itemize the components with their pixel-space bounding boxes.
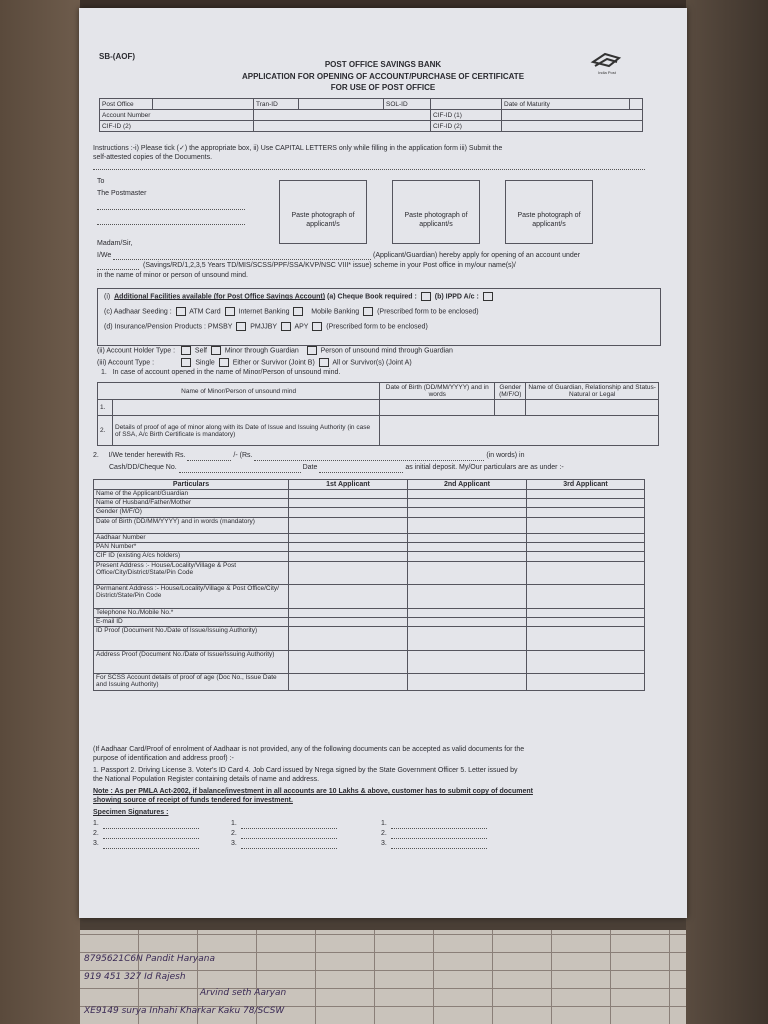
- applicant-3-field[interactable]: [527, 517, 645, 533]
- signature-number: 3.: [381, 840, 387, 847]
- single-label: Single: [195, 359, 215, 367]
- applicant-3-field[interactable]: [527, 585, 645, 609]
- aadhaar-note-2: purpose of identification and address proof) :-: [93, 755, 234, 762]
- photo-box-2[interactable]: Paste photograph of applicant/s: [392, 180, 480, 244]
- tender-in-words: (in words) in: [486, 452, 525, 459]
- office-use-table: [99, 98, 643, 132]
- aadhaar-seeding-label: (c) Aadhaar Seeding :: [104, 308, 172, 316]
- particulars-label: Present Address :- House/Locality/Village & Post Office/City/District/State/Pin Code: [94, 561, 289, 585]
- account-type-label: (iii) Account Type :: [97, 359, 155, 367]
- applicant-2-field[interactable]: [408, 552, 527, 561]
- applicant-3-field[interactable]: [527, 499, 645, 508]
- aadhaar-seeding-checkbox[interactable]: [176, 307, 186, 316]
- initial-deposit-text: as initial deposit. My/Our particulars are as under :-: [405, 464, 564, 471]
- particulars-label: Aadhaar Number: [94, 533, 289, 542]
- cif-id-2-left-field[interactable]: [254, 121, 431, 132]
- pmjjby-label: PMJJBY: [250, 323, 277, 331]
- cheque-no-label: Cash/DD/Cheque No.: [109, 464, 177, 471]
- applicant-1-header: 1st Applicant: [289, 480, 408, 490]
- applicant-3-field[interactable]: [527, 561, 645, 585]
- applicant-1-field[interactable]: [289, 499, 408, 508]
- cif-id-1-field[interactable]: [502, 110, 643, 121]
- applicant-3-header: 3rd Applicant: [527, 480, 645, 490]
- mobile-banking-checkbox[interactable]: [363, 307, 373, 316]
- tran-id-field[interactable]: [299, 99, 384, 110]
- minor-label: Minor through Guardian: [224, 347, 299, 355]
- particulars-label: Gender (M/F/O): [94, 508, 289, 517]
- signature-field[interactable]: [391, 847, 487, 849]
- amount-figures-field[interactable]: [187, 452, 231, 461]
- applicant-name-field[interactable]: [113, 258, 371, 260]
- applicant-1-field[interactable]: [289, 561, 408, 585]
- ledger-row: XE9149 surya Inhahi Kharkar Kaku 78/SCSW: [84, 1006, 285, 1016]
- age-proof-field[interactable]: [380, 416, 659, 446]
- particulars-table: [93, 479, 645, 691]
- ledger-paper-below: [80, 930, 686, 1024]
- signature-field[interactable]: [241, 847, 337, 849]
- background-right: [686, 0, 768, 1024]
- signature-number: 2.: [381, 830, 387, 837]
- account-holder-type-label: (ii) Account Holder Type :: [97, 347, 176, 355]
- applicant-2-field[interactable]: [408, 617, 527, 626]
- particulars-label: Permanent Address :- House/Locality/Village & Post Office/City/ District/State/Pin Code: [94, 585, 289, 609]
- guardian-field[interactable]: [526, 400, 659, 416]
- date-field[interactable]: [319, 464, 403, 473]
- particulars-label: ID Proof (Document No./Date of Issue/Issuing Authority): [94, 627, 289, 651]
- particulars-body: [94, 490, 645, 691]
- applicant-1-field[interactable]: [289, 533, 408, 542]
- self-label: Self: [194, 347, 207, 355]
- signature-number: 1.: [381, 820, 387, 827]
- to-label: To: [97, 178, 105, 185]
- all-survivor-checkbox[interactable]: [319, 358, 329, 367]
- applicant-1-field[interactable]: [289, 608, 408, 617]
- applicant-2-field[interactable]: [408, 650, 527, 674]
- particulars-row: [94, 499, 645, 508]
- signature-number: 1.: [231, 820, 237, 827]
- signature-number: 2.: [93, 830, 99, 837]
- minor-gender-field[interactable]: [495, 400, 526, 416]
- particulars-row: [94, 617, 645, 626]
- tender-number: 2.: [93, 452, 99, 459]
- minor-note-number: 1.: [101, 369, 107, 376]
- signature-field[interactable]: [391, 837, 487, 839]
- applicant-3-field[interactable]: [527, 508, 645, 517]
- instructions-line-1: Instructions :-i) Please tick (✓) the appropriate box, ii) Use CAPITAL LETTERS only while filling in the application form iii) Submit the: [93, 145, 503, 152]
- ledger-row: 919 451 327 Id Rajesh: [84, 972, 186, 982]
- signature-field[interactable]: [391, 827, 487, 829]
- cheque-no-field[interactable]: [179, 464, 301, 473]
- body-line-2: (Savings/RD/1,2,3,5 Years TD/MIS/SCSS/PPF/SSA/KVP/NSC VIII* issue) scheme in your Post office in my/our name(s)/: [143, 262, 516, 269]
- cif-id-2-right-label: CIF-ID (2): [431, 121, 502, 132]
- self-checkbox[interactable]: [181, 346, 191, 355]
- ledger-row: 8795621C6N Pandit Haryana: [84, 954, 215, 964]
- particulars-row: [94, 585, 645, 609]
- pmla-note-1: Note : As per PMLA Act-2002, if balance/investment in all accounts are 10 Lakhs & above, customer has to submit copy of document: [93, 788, 533, 795]
- salutation: Madam/Sir,: [97, 240, 133, 247]
- cheque-book-checkbox[interactable]: [421, 292, 431, 301]
- applicant-1-field[interactable]: [289, 617, 408, 626]
- post-office-field[interactable]: [153, 99, 254, 110]
- minor-checkbox[interactable]: [211, 346, 221, 355]
- signature-field[interactable]: [241, 837, 337, 839]
- applicant-2-field[interactable]: [408, 533, 527, 542]
- particulars-label: Telephone No./Mobile No.*: [94, 608, 289, 617]
- form-code: SB-(AOF): [99, 52, 135, 61]
- form-title-office-use: FOR USE OF POST OFFICE: [330, 83, 436, 92]
- form-title-bank: POST OFFICE SAVINGS BANK: [324, 60, 442, 69]
- prescribed-form-note: (Prescribed form to be enclosed): [377, 308, 479, 316]
- tran-id-label: Tran-ID: [254, 99, 299, 110]
- divider: [93, 168, 645, 170]
- particulars-row: [94, 508, 645, 517]
- signature-field[interactable]: [103, 837, 199, 839]
- atm-card-checkbox[interactable]: [225, 307, 235, 316]
- particulars-row: [94, 561, 645, 585]
- particulars-header: Particulars: [94, 480, 289, 490]
- apy-checkbox[interactable]: [312, 322, 322, 331]
- india-post-logo-icon: [589, 48, 623, 76]
- postmaster-label: The Postmaster: [97, 190, 147, 197]
- applicant-1-field[interactable]: [289, 490, 408, 499]
- particulars-row: [94, 533, 645, 542]
- applicant-1-field[interactable]: [289, 585, 408, 609]
- account-number-field[interactable]: [254, 110, 431, 121]
- minor-dob-header: Date of Birth (DD/MM/YYYY) and in words: [380, 383, 495, 400]
- signature-number: 3.: [231, 840, 237, 847]
- applicant-3-field[interactable]: [527, 552, 645, 561]
- applicant-2-field[interactable]: [408, 608, 527, 617]
- applicant-3-field[interactable]: [527, 490, 645, 499]
- pmla-note-2: showing source of receipt of funds tendered for investment.: [93, 797, 293, 804]
- minor-name-field[interactable]: [113, 400, 380, 416]
- either-survivor-label: Either or Survivor (Joint B): [232, 359, 315, 367]
- form-title-application: APPLICATION FOR OPENING OF ACCOUNT/PURCHASE OF CERTIFICATE: [241, 72, 525, 81]
- facilities-number: (i): [104, 293, 111, 301]
- cif-id-2-right-field[interactable]: [502, 121, 643, 132]
- pmsby-label: PMSBY: [207, 323, 233, 331]
- applicant-2-field[interactable]: [408, 627, 527, 651]
- account-number-label: Account Number: [100, 110, 254, 121]
- applicant-2-field[interactable]: [408, 499, 527, 508]
- photo-box-1[interactable]: Paste photograph of applicant/s: [279, 180, 367, 244]
- amount-words-field[interactable]: [254, 452, 484, 461]
- signature-number: 3.: [93, 840, 99, 847]
- date-of-maturity-label: Date of Maturity: [502, 99, 630, 110]
- documents-list-2: the National Population Register containing details of name and address.: [93, 776, 320, 783]
- applicant-3-field[interactable]: [527, 627, 645, 651]
- applicant-1-field[interactable]: [289, 650, 408, 674]
- sol-id-label: SOL-ID: [384, 99, 431, 110]
- pmsby-checkbox[interactable]: [236, 322, 246, 331]
- applicant-2-field[interactable]: [408, 517, 527, 533]
- minor-row-number: 2.: [98, 416, 113, 446]
- applicant-2-field[interactable]: [408, 585, 527, 609]
- cif-id-1-label: CIF-ID (1): [431, 110, 502, 121]
- date-label: Date: [302, 464, 318, 471]
- body-line-1-start: I/We: [97, 252, 112, 259]
- particulars-label: Address Proof (Document No./Date of Issue/Issuing Authority): [94, 650, 289, 674]
- minor-details-table: [97, 382, 659, 446]
- all-survivor-label: All or Survivor(s) (Joint A): [332, 359, 412, 367]
- signature-number: 1.: [93, 820, 99, 827]
- facilities-title: Additional Facilities available (for Post Office Savings Account): [114, 293, 326, 301]
- background-left: [0, 0, 80, 1024]
- signature-field[interactable]: [103, 847, 199, 849]
- ippd-checkbox[interactable]: [483, 292, 493, 301]
- tender-amount-label: I/We tender herewith Rs.: [108, 452, 186, 459]
- applicant-1-field[interactable]: [289, 627, 408, 651]
- particulars-row: [94, 517, 645, 533]
- application-form-sheet: [79, 8, 687, 918]
- applicant-3-field[interactable]: [527, 674, 645, 690]
- applicant-3-field[interactable]: [527, 608, 645, 617]
- prescribed-form-note: (Prescribed form to be enclosed): [326, 323, 428, 331]
- instructions-line-2: self-attested copies of the Documents.: [93, 154, 213, 161]
- particulars-row: [94, 543, 645, 552]
- unsound-checkbox[interactable]: [307, 346, 317, 355]
- applicant-2-field[interactable]: [408, 543, 527, 552]
- age-proof-label: Details of proof of age of minor along with its Date of Issue and Issuing Authority (in case of SSA, A/c Birth Certificate is mandatory): [113, 416, 380, 446]
- photo-box-3[interactable]: Paste photograph of applicant/s: [505, 180, 593, 244]
- logo-caption: India Post: [598, 70, 616, 75]
- post-office-label: Post Office: [100, 99, 153, 110]
- signature-field[interactable]: [103, 827, 199, 829]
- particulars-row: [94, 627, 645, 651]
- particulars-label: CIF ID (existing A/cs holders): [94, 552, 289, 561]
- particulars-row: [94, 490, 645, 499]
- applicant-2-field[interactable]: [408, 561, 527, 585]
- applicant-1-field[interactable]: [289, 543, 408, 552]
- particulars-row: [94, 650, 645, 674]
- applicant-2-header: 2nd Applicant: [408, 480, 527, 490]
- particulars-label: Name of the Applicant/Guardian: [94, 490, 289, 499]
- minor-dob-field[interactable]: [380, 400, 495, 416]
- address-line-field[interactable]: [97, 223, 245, 225]
- particulars-row: [94, 674, 645, 690]
- signature-number: 2.: [231, 830, 237, 837]
- tender-words-label: /- (Rs.: [233, 452, 253, 459]
- single-checkbox[interactable]: [181, 358, 191, 367]
- cif-id-2-left-label: CIF-ID (2): [100, 121, 254, 132]
- address-line-field[interactable]: [97, 208, 245, 210]
- atm-card-label: ATM Card: [189, 308, 221, 316]
- sol-id-field[interactable]: [431, 99, 502, 110]
- insurance-pension-label: (d) Insurance/Pension Products :: [104, 323, 206, 331]
- cheque-book-label: (a) Cheque Book required :: [327, 293, 417, 301]
- minor-note: In case of account opened in the name of Minor/Person of unsound mind.: [112, 369, 341, 376]
- applicant-1-field[interactable]: [289, 508, 408, 517]
- minor-row-number: 1.: [98, 400, 113, 416]
- body-line-3: in the name of minor or person of unsound mind.: [97, 272, 248, 279]
- particulars-label: E-mail ID: [94, 617, 289, 626]
- applicant-2-field[interactable]: [408, 508, 527, 517]
- mobile-banking-label: Mobile Banking: [311, 308, 360, 316]
- apy-label: APY: [294, 323, 309, 331]
- applicant-3-field[interactable]: [527, 617, 645, 626]
- applicant-1-field[interactable]: [289, 674, 408, 690]
- scheme-field[interactable]: [97, 268, 139, 270]
- particulars-row: [94, 552, 645, 561]
- internet-banking-label: Internet Banking: [238, 308, 290, 316]
- particulars-label: PAN Number*: [94, 543, 289, 552]
- applicant-1-field[interactable]: [289, 552, 408, 561]
- particulars-label: Name of Husband/Father/Mother: [94, 499, 289, 508]
- applicant-2-field[interactable]: [408, 490, 527, 499]
- applicant-3-field[interactable]: [527, 650, 645, 674]
- minor-name-header: Name of Minor/Person of unsound mind: [98, 383, 380, 400]
- ippd-label: (b) IPPD A/c :: [434, 293, 479, 301]
- aadhaar-note-1: (If Aadhaar Card/Proof of enrolment of Aadhaar is not provided, any of the following documents can be accepted as valid documents for the: [93, 746, 525, 753]
- applicant-2-field[interactable]: [408, 674, 527, 690]
- ledger-row: Arvind seth Aaryan: [200, 988, 287, 998]
- documents-list-1: 1. Passport 2. Driving License 3. Voter's ID Card 4. Job Card issued by Nrega signed by the State Government Officer 5. Letter issued by: [93, 767, 518, 774]
- minor-gender-header: Gender (M/F/O): [495, 383, 526, 400]
- particulars-label: For SCSS Account details of proof of age (Doc No., Issue Date and Issuing Authority): [94, 674, 289, 690]
- applicant-1-field[interactable]: [289, 517, 408, 533]
- pmjjby-checkbox[interactable]: [281, 322, 291, 331]
- specimen-signatures-label: Specimen Signatures :: [93, 809, 169, 816]
- guardian-header: Name of Guardian, Relationship and Status-Natural or Legal: [526, 383, 659, 400]
- body-line-1-end: (Applicant/Guardian) hereby apply for opening of an account under: [373, 252, 581, 259]
- particulars-label: Date of Birth (DD/MM/YYYY) and in words (mandatory): [94, 517, 289, 533]
- either-survivor-checkbox[interactable]: [219, 358, 229, 367]
- applicant-3-field[interactable]: [527, 533, 645, 542]
- unsound-label: Person of unsound mind through Guardian: [320, 347, 453, 355]
- particulars-row: [94, 608, 645, 617]
- applicant-3-field[interactable]: [527, 543, 645, 552]
- date-of-maturity-field[interactable]: [630, 99, 643, 110]
- internet-banking-checkbox[interactable]: [293, 307, 303, 316]
- additional-facilities-box: [97, 288, 661, 346]
- signature-field[interactable]: [241, 827, 337, 829]
